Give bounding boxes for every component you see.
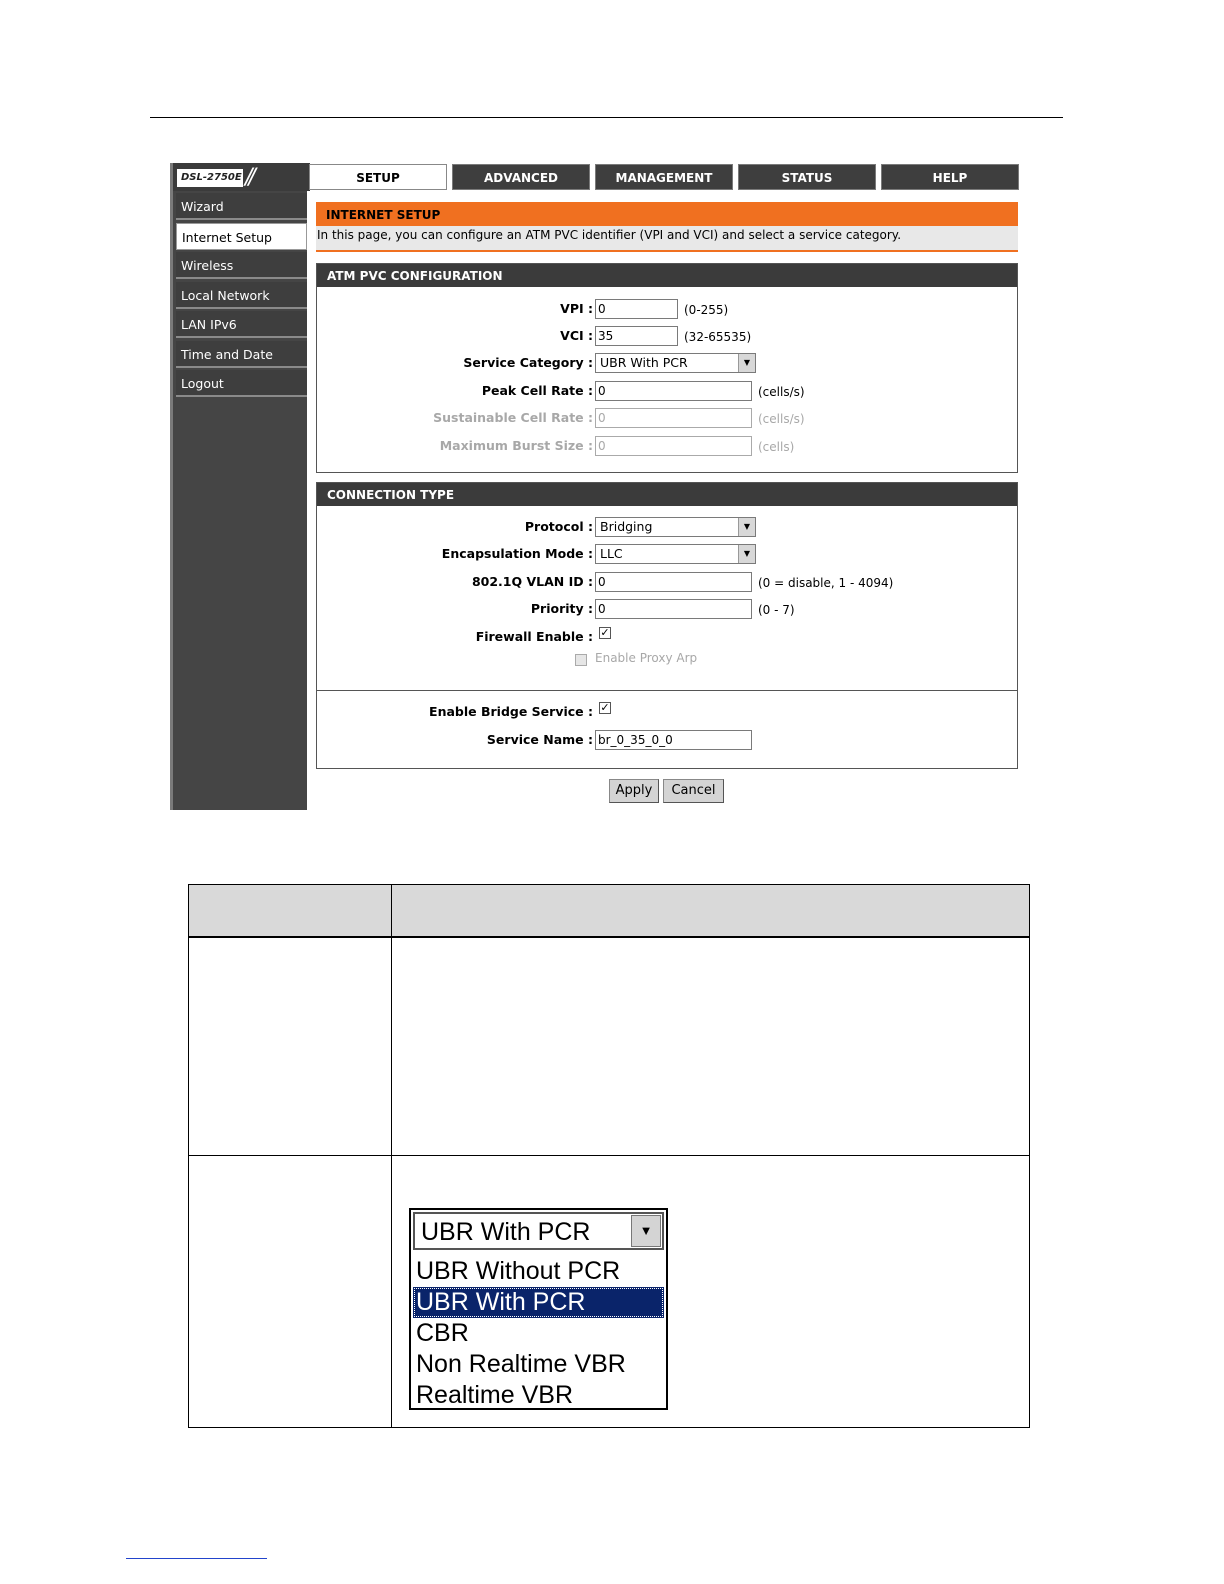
action-buttons: [316, 779, 1018, 805]
protocol-value: Bridging: [600, 519, 653, 534]
sidebar-item-lan-ipv6[interactable]: LAN IPv6: [176, 311, 307, 338]
bridge-service-row: [317, 702, 1017, 724]
table-header-field: [188, 884, 392, 938]
router-ui-screenshot: [170, 160, 1025, 810]
vlan-id-label: 802.1Q VLAN ID :: [471, 574, 593, 589]
logo-slashes-icon: //: [245, 165, 252, 190]
service-category-value: UBR With PCR: [600, 355, 688, 370]
service-category-row: [317, 353, 1017, 375]
top-rule: [150, 117, 1063, 118]
connection-type-section: [316, 482, 1018, 769]
sidebar-item-wizard[interactable]: Wizard: [176, 193, 307, 220]
model-logo: DSL-2750E: [177, 169, 243, 187]
dropdown-option-non-realtime-vbr[interactable]: Non Realtime VBR: [416, 1350, 626, 1378]
service-name-label: Service Name :: [486, 732, 593, 747]
sustainable-cell-rate-row: [317, 408, 1017, 430]
vlan-id-row: [317, 572, 1017, 594]
firewall-checkbox[interactable]: ✓: [600, 626, 610, 639]
description-table: [188, 884, 1030, 1428]
vpi-input[interactable]: 0: [595, 299, 678, 319]
dropdown-option-ubr-without-pcr[interactable]: UBR Without PCR: [416, 1257, 621, 1285]
logo-bar: [170, 163, 310, 191]
sidebar-item-local-network[interactable]: Local Network: [176, 282, 307, 309]
sidebar-item-logout[interactable]: Logout: [176, 370, 307, 397]
dropdown-option-cbr[interactable]: CBR: [416, 1319, 469, 1347]
service-category-dropdown-expanded: [409, 1208, 668, 1410]
vlan-id-hint: (0 = disable, 1 - 4094): [758, 576, 894, 590]
tab-setup[interactable]: SETUP: [309, 164, 447, 190]
service-name-input[interactable]: br_0_35_0_0: [595, 730, 752, 750]
priority-hint: (0 - 7): [758, 603, 795, 617]
intro-text: In this page, you can configure an ATM PVC identifier (VPI and VCI) and select a service category.: [316, 226, 1018, 252]
dropdown-option-ubr-with-pcr[interactable]: UBR With PCR: [413, 1287, 664, 1318]
chevron-down-icon[interactable]: ▼: [631, 1215, 661, 1247]
sidebar-item-internet-setup[interactable]: Internet Setup: [176, 223, 307, 250]
table-row-1-description: [391, 937, 1030, 1156]
dropdown-option-realtime-vbr[interactable]: Realtime VBR: [416, 1381, 573, 1409]
sustainable-cell-rate-label: Sustainable Cell Rate :: [433, 410, 593, 425]
priority-input[interactable]: 0: [595, 599, 752, 619]
proxy-arp-label: Enable Proxy Arp: [595, 651, 698, 665]
maximum-burst-size-hint: (cells): [758, 440, 795, 454]
table-row-2-field: [188, 1155, 392, 1428]
peak-cell-rate-label: Peak Cell Rate :: [481, 383, 593, 398]
tab-management[interactable]: MANAGEMENT: [595, 164, 733, 190]
encapsulation-label: Encapsulation Mode :: [441, 546, 593, 561]
cancel-button[interactable]: Cancel: [663, 779, 724, 803]
table-row-1-field: [188, 937, 392, 1156]
encapsulation-value: LLC: [600, 546, 623, 561]
section-divider: [317, 690, 1017, 691]
maximum-burst-size-row: [317, 436, 1017, 458]
atm-pvc-title: ATM PVC CONFIGURATION: [317, 264, 1017, 287]
peak-cell-rate-row: [317, 381, 1017, 403]
proxy-arp-checkbox: [575, 654, 587, 666]
vpi-label: VPI :: [560, 301, 593, 316]
service-name-row: [317, 730, 1017, 752]
chevron-down-icon[interactable]: ▼: [738, 545, 755, 563]
vci-input[interactable]: 35: [595, 326, 678, 346]
chevron-down-icon[interactable]: ▼: [738, 518, 755, 536]
encapsulation-row: [317, 544, 1017, 566]
priority-row: [317, 599, 1017, 621]
bridge-service-label: Enable Bridge Service :: [429, 704, 593, 719]
proxy-arp-row: [317, 651, 1017, 673]
vpi-row: [317, 299, 1017, 321]
top-tabs: [309, 164, 1025, 191]
footer-link-line: [126, 1558, 267, 1559]
sidebar-item-wireless[interactable]: Wireless: [176, 252, 307, 279]
maximum-burst-size-label: Maximum Burst Size :: [439, 438, 593, 453]
bridge-service-checkbox[interactable]: ✓: [600, 701, 610, 714]
dropdown-selected[interactable]: [413, 1212, 664, 1250]
chevron-down-icon[interactable]: ▼: [738, 354, 755, 372]
peak-cell-rate-hint: (cells/s): [758, 385, 805, 399]
page-title: INTERNET SETUP: [316, 202, 1018, 226]
sidebar: [170, 191, 307, 810]
sidebar-item-time-and-date[interactable]: Time and Date: [176, 341, 307, 368]
maximum-burst-size-input: 0: [595, 436, 752, 456]
dropdown-selected-value: UBR With PCR: [421, 1218, 591, 1246]
atm-pvc-section: [316, 263, 1018, 473]
protocol-select[interactable]: [595, 517, 756, 537]
service-category-label: Service Category :: [463, 355, 593, 370]
tab-status[interactable]: STATUS: [738, 164, 876, 190]
tab-advanced[interactable]: ADVANCED: [452, 164, 590, 190]
service-category-select[interactable]: [595, 353, 756, 373]
dropdown-options: [413, 1256, 664, 1411]
connection-type-title: CONNECTION TYPE: [317, 483, 1017, 506]
sustainable-cell-rate-hint: (cells/s): [758, 412, 805, 426]
apply-button[interactable]: Apply: [609, 779, 659, 803]
vci-label: VCI :: [560, 328, 593, 343]
firewall-label: Firewall Enable :: [475, 629, 593, 644]
firewall-row: [317, 627, 1017, 649]
vci-row: [317, 326, 1017, 348]
vci-hint: (32-65535): [684, 330, 752, 344]
sustainable-cell-rate-input: 0: [595, 408, 752, 428]
tab-help[interactable]: HELP: [881, 164, 1019, 190]
vlan-id-input[interactable]: 0: [595, 572, 752, 592]
peak-cell-rate-input[interactable]: 0: [595, 381, 752, 401]
vpi-hint: (0-255): [684, 303, 729, 317]
priority-label: Priority :: [530, 601, 593, 616]
protocol-row: [317, 517, 1017, 539]
protocol-label: Protocol :: [524, 519, 593, 534]
encapsulation-select[interactable]: [595, 544, 756, 564]
table-header-description: [391, 884, 1030, 938]
